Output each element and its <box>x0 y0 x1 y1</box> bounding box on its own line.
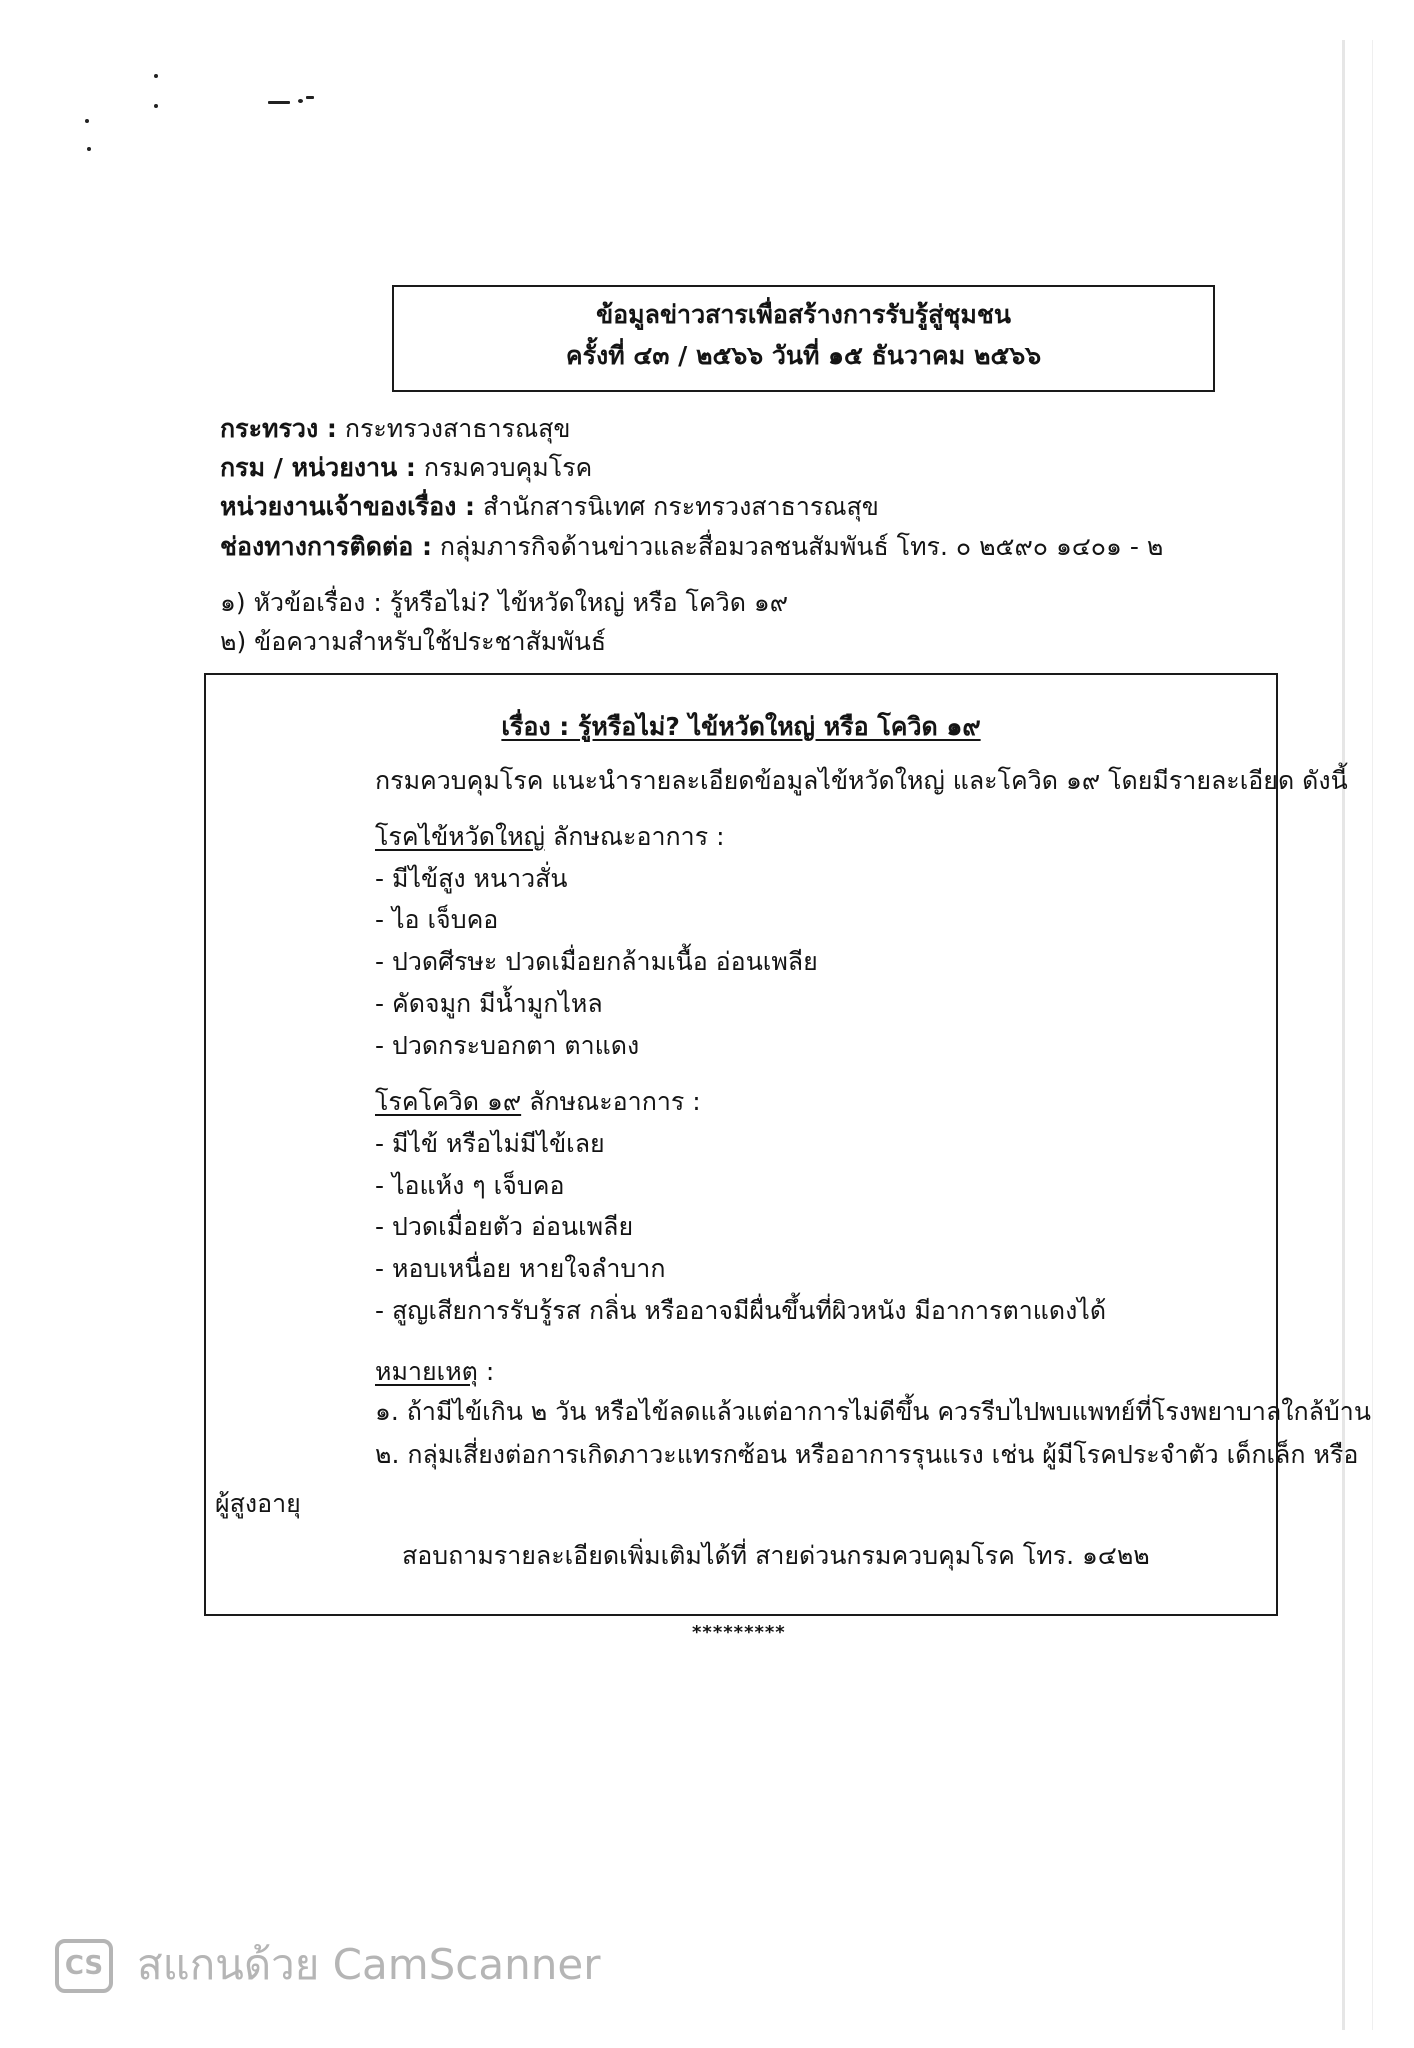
closing-contact: สอบถามรายละเอียดเพิ่มเติมได้ที่ สายด่วนกรมควบคุมโรค โทร. ๑๔๒๒ <box>402 1541 1150 1570</box>
covid-symptom: - ปวดเมื่อยตัว อ่อนเพลีย <box>375 1212 634 1241</box>
meta-owner-label: หน่วยงานเจ้าของเรื่อง : <box>220 492 476 521</box>
page-edge-shadow <box>1342 40 1345 2030</box>
meta-ministry <box>220 413 571 445</box>
scan-speck <box>87 147 91 151</box>
content-intro: กรมควบคุมโรค แนะนำรายละเอียดข้อมูลไข้หวัดใหญ่ และโควิด ๑๙ โดยมีรายละเอียด ดังนี้ <box>375 766 1348 795</box>
flu-symptom: - ไอ เจ็บคอ <box>375 905 499 934</box>
covid-heading-suffix: ลักษณะอาการ : <box>521 1087 701 1116</box>
meta-contact-value: กลุ่มภารกิจด้านข่าวและสื่อมวลชนสัมพันธ์ โทร. ๐ ๒๕๙๐ ๑๔๐๑ - ๒ <box>439 532 1164 561</box>
item-topic: ๑) หัวข้อเรื่อง : รู้หรือไม่? ไข้หวัดใหญ่ หรือ โควิด ๑๙ <box>220 588 789 617</box>
covid-symptom: - สูญเสียการรับรู้รส กลิ่น หรืออาจมีผื่นขึ้นที่ผิวหนัง มีอาการตาแดงได้ <box>375 1296 1107 1325</box>
meta-ministry-label: กระทรวง : <box>220 414 337 443</box>
scan-speck <box>154 104 158 108</box>
content-box <box>204 673 1278 1616</box>
flu-heading-label: โรคไข้หวัดใหญ่ <box>375 822 545 851</box>
page-edge-line <box>1372 40 1373 2030</box>
content-title: เรื่อง : รู้หรือไม่? ไข้หวัดใหญ่ หรือ โควิด ๑๙ <box>501 712 981 741</box>
meta-department-value: กรมควบคุมโรค <box>423 453 593 482</box>
flu-symptom: - ปวดศีรษะ ปวดเมื่อยกล้ามเนื้อ อ่อนเพลีย <box>375 947 818 976</box>
scan-speck <box>306 96 314 99</box>
note-2-line1: ๒. กลุ่มเสี่ยงต่อการเกิดภาวะแทรกซ้อน หรืออาการรุนแรง เช่น ผู้มีโรคประจำตัว เด็กเล็ก หรือ <box>375 1440 1359 1469</box>
flu-heading <box>375 821 725 853</box>
covid-symptom: - ไอแห้ง ๆ เจ็บคอ <box>375 1171 565 1200</box>
meta-contact-label: ช่องทางการติดต่อ : <box>220 532 432 561</box>
item-message: ๒) ข้อความสำหรับใช้ประชาสัมพันธ์ <box>220 627 607 656</box>
header-title: ข้อมูลข่าวสารเพื่อสร้างการรับรู้สู่ชุมชน <box>596 300 1011 329</box>
flu-symptom: - คัดจมูก มีน้ำมูกไหล <box>375 989 603 1018</box>
camscanner-text: สแกนด้วย CamScanner <box>137 1940 601 1989</box>
meta-owner-value: สำนักสารนิเทศ กระทรวงสาธารณสุข <box>482 492 879 521</box>
header-box <box>392 285 1215 392</box>
meta-department-label: กรม / หน่วยงาน : <box>220 453 416 482</box>
covid-symptom: - มีไข้ หรือไม่มีไข้เลย <box>375 1129 605 1158</box>
meta-contact <box>220 531 1163 563</box>
scan-speck <box>154 74 158 78</box>
covid-heading <box>375 1086 701 1118</box>
flu-heading-suffix: ลักษณะอาการ : <box>544 822 725 851</box>
scan-speck <box>85 119 89 123</box>
flu-symptom: - มีไข้สูง หนาวสั่น <box>375 864 568 893</box>
scan-speck <box>268 101 290 104</box>
note-heading-suffix: : <box>477 1357 495 1386</box>
header-issue: ครั้งที่ ๔๓ / ๒๕๖๖ วันที่ ๑๕ ธันวาคม ๒๕๖๖ <box>565 341 1042 370</box>
note-1: ๑. ถ้ามีไข้เกิน ๒ วัน หรือไข้ลดแล้วแต่อาการไม่ดีขึ้น ควรรีบไปพบแพทย์ที่โรงพยาบาลใกล้บ้าน <box>375 1397 1371 1426</box>
meta-ministry-value: กระทรวงสาธารณสุข <box>344 414 571 443</box>
meta-owner <box>220 491 879 523</box>
scan-speck <box>298 99 303 103</box>
note-2-line2: ผู้สูงอายุ <box>215 1489 301 1518</box>
note-heading-label: หมายเหตุ <box>375 1357 478 1386</box>
note-heading <box>375 1356 494 1388</box>
footer-stars: ********* <box>692 1622 786 1643</box>
flu-symptom: - ปวดกระบอกตา ตาแดง <box>375 1031 640 1060</box>
covid-heading-label: โรคโควิด ๑๙ <box>375 1087 522 1116</box>
covid-symptom: - หอบเหนื่อย หายใจลำบาก <box>375 1254 666 1283</box>
camscanner-logo-icon: CS <box>55 1939 113 1993</box>
meta-department <box>220 452 592 484</box>
